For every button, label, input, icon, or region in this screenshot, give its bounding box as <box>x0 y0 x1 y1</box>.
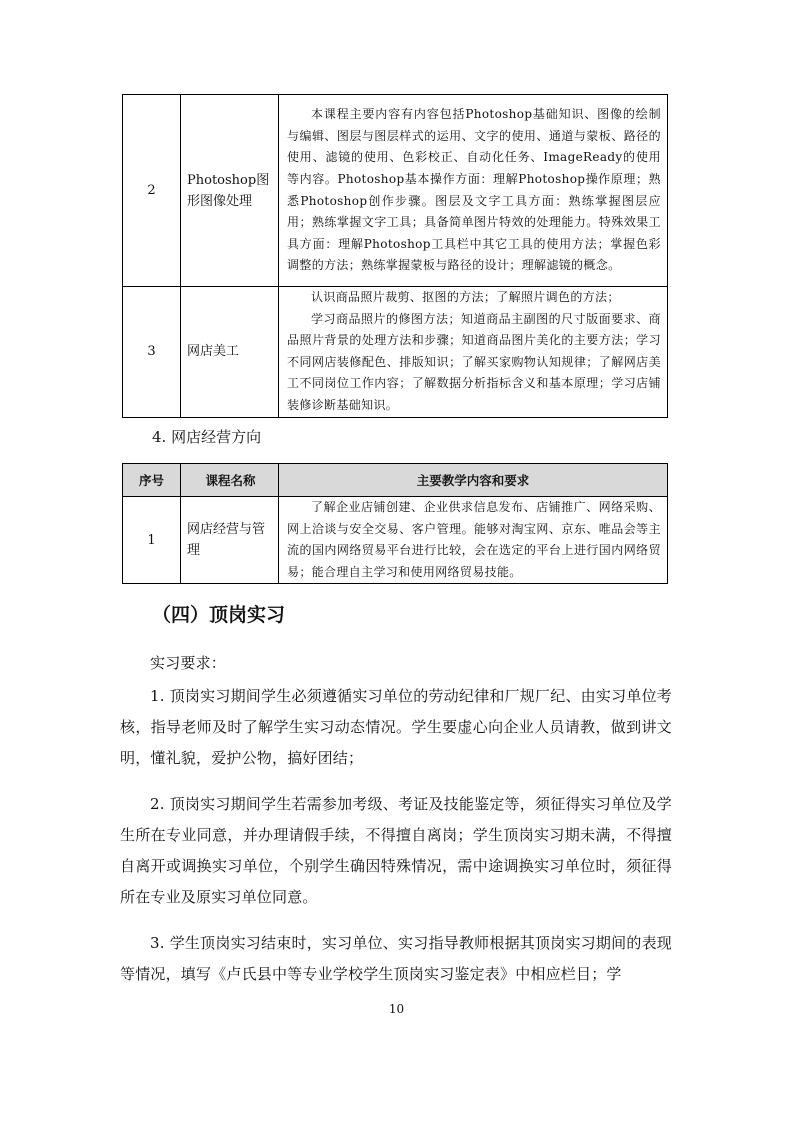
table-row <box>123 497 668 584</box>
table-header-row <box>123 464 668 497</box>
course-content-text: 认识商品照片裁剪、抠图的方法；了解照片调色的方法； <box>311 290 620 304</box>
course-content <box>279 95 668 287</box>
course-content <box>279 497 668 584</box>
paragraph-1: 1. 顶岗实习期间学生必须遵循实习单位的劳动纪律和厂规厂纪、由实习单位考核，指导老师及时了解学生实习动态情况。学生要虚心向企业人员请教，做到讲文明，懂礼貌，爱护公物，搞好团结； <box>120 687 672 767</box>
section-title: （四）顶岗实习 <box>152 604 286 626</box>
paragraph-2: 2. 顶岗实习期间学生若需参加考级、考证及技能鉴定等，须征得实习单位及学生所在专业同意，并办理请假手续，不得擅自离岗；学生顶岗实习期未满，不得擅自离开或调换实习单位，个别学生确因特殊情况，需中途调换实习单位时，须征得所在专业及原实习单位同意。 <box>120 795 672 906</box>
header-number: 序号 <box>123 464 181 497</box>
subheading-store-operation: 4. 网店经营方向 <box>152 428 262 446</box>
course-content <box>279 287 668 418</box>
course-content-text: 本课程主要内容有内容包括Photoshop基础知识、图像的绘制与编辑、图层与图层样式的运用、文字的使用、通道与蒙板、路径的使用、滤镜的使用、色彩校正、自动化任务、ImageReady的使用等内容。Photoshop基本操作方面：理解Photoshop操作原理；熟悉Photoshop创作步骤。图层及文字工具方面：熟练掌握图层应用；熟练掌握文字工具；具备简单图片特效的处理能力。特殊效果工具方面：理解Photoshop工具栏中其它工具的使用方法；掌握色彩调整的方法；熟练掌握蒙板与路径的设计；理解滤镜的概念。 <box>287 107 661 273</box>
requirements-label: 实习要求： <box>150 654 227 672</box>
course-content-text: 学习商品照片的修图方法；知道商品主副图的尺寸版面要求、商品照片背景的处理方法和步骤；知道商品图片美化的主要方法；学习不同网店装修配色、排版知识；了解买家购物认知规律；了解网店美工不同岗位工作内容；了解数据分析指标含义和基本原理；学习店铺装修诊断基础知识。 <box>287 311 661 412</box>
table-row <box>123 287 668 418</box>
course-name: 网店美工 <box>181 287 279 418</box>
page-number: 10 <box>388 1002 405 1016</box>
paragraph-3: 3. 学生顶岗实习结束时，实习单位、实习指导教师根据其顶岗实习期间的表现等情况，填写《卢氏县中等专业学校学生顶岗实习鉴定表》中相应栏目；学 <box>120 934 672 983</box>
row-number: 1 <box>123 497 181 584</box>
table-row <box>123 95 668 287</box>
course-table-store-operation <box>122 463 668 584</box>
row-number: 2 <box>123 95 181 287</box>
course-name: Photoshop图形图像处理 <box>181 95 279 287</box>
course-content-text: 了解企业店铺创建、企业供求信息发布、店铺推广、网络采购、网上洽谈与安全交易、客户管理。能够对淘宝网、京东、唯品会等主流的国内网络贸易平台进行比较，会在选定的平台上进行国内网络贸易；能合理自主学习和使用网络贸易技能。 <box>287 500 661 579</box>
row-number: 3 <box>123 287 181 418</box>
course-table-continued <box>122 94 668 418</box>
header-course-name: 课程名称 <box>181 464 279 497</box>
header-content: 主要教学内容和要求 <box>279 464 668 497</box>
course-name: 网店经营与管理 <box>181 497 279 584</box>
